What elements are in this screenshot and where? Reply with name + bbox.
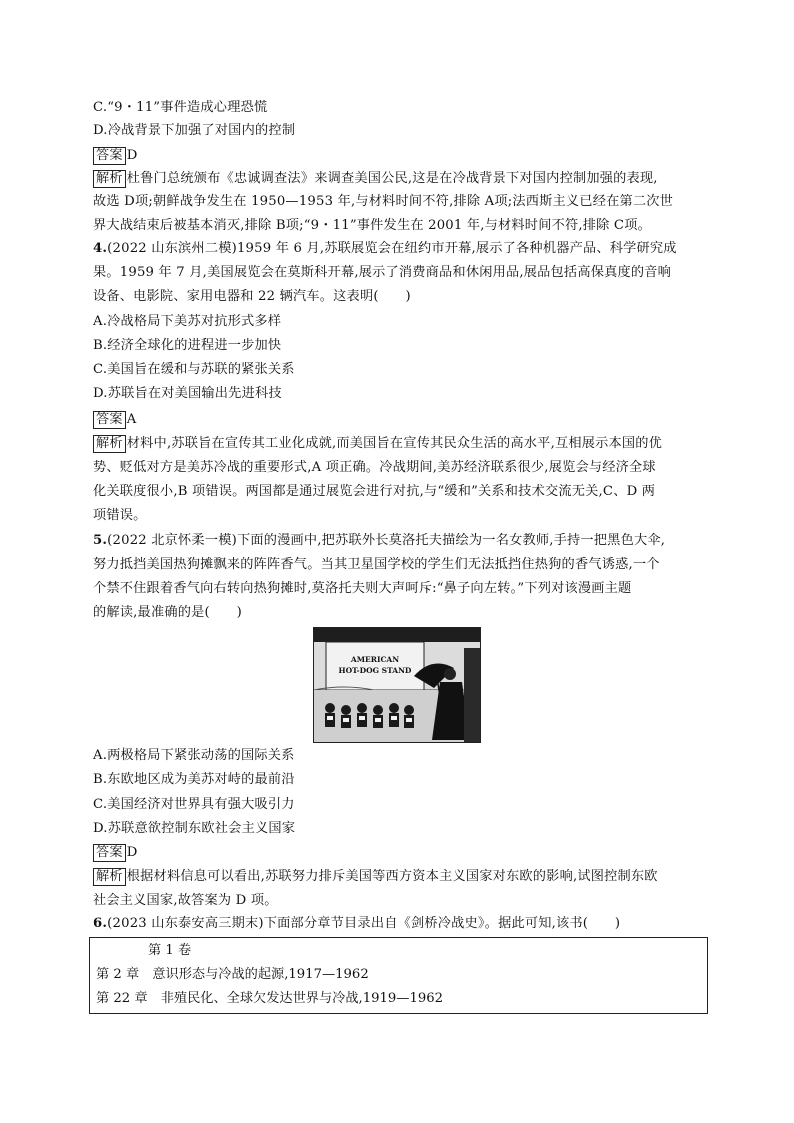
answer-label: 答案 — [93, 411, 126, 429]
q3-answer — [93, 146, 138, 166]
table-of-contents — [89, 937, 708, 1014]
question-number: 5. — [93, 533, 108, 548]
stem-text: (2022 山东滨州二模)1959 年 6 月,苏联展览会在纽约市开幕,展示了各种机器产品、科学研究成 — [107, 241, 677, 256]
analysis-label: 解析 — [93, 170, 126, 188]
analysis-text: 根据材料信息可以看出,苏联努力排斥美国等西方资本主义国家对东欧的影响,试图控制东欧 — [126, 869, 658, 884]
stem-text: (2023 山东泰安高三期末)下面部分章节目录出自《剑桥冷战史》。据此可知,该书( ) — [107, 916, 621, 931]
q5-analysis-line-2: 社会主义国家,故答案为 D 项。 — [93, 893, 278, 908]
q3-analysis-line-2: 故选 D项;朝鲜战争发生在 1950—1953 年,与材料时间不符,排除 A项;法西斯主义已经在第二次世 — [93, 194, 674, 209]
q5-option-d: D.苏联意欲控制东欧社会主义国家 — [93, 821, 296, 836]
q4-option-d: D.苏联旨在对美国输出先进科技 — [93, 386, 282, 401]
question-number: 4. — [93, 241, 108, 256]
q4-analysis-line-4: 项错误。 — [93, 508, 147, 523]
q5-answer — [93, 843, 138, 863]
q5-stem-line-1 — [93, 531, 665, 551]
answer-label: 答案 — [93, 844, 126, 862]
q4-option-b: B.经济全球化的进程进一步加快 — [93, 338, 282, 353]
q4-analysis-line-1 — [93, 434, 662, 454]
analysis-label: 解析 — [93, 435, 126, 453]
toc-chapter-22: 第 22 章 非殖民化、全球欠发达世界与冷战,1919—1962 — [96, 991, 444, 1006]
cartoon-sign-line-1: AMERICAN — [350, 655, 400, 664]
q3-analysis-line-3: 界大战结束后被基本消灭,排除 B项;“9・11”事件发生在 2001 年,与材料时间不符,排除 C项。 — [93, 218, 651, 233]
toc-chapter-2: 第 2 章 意识形态与冷战的起源,1917—1962 — [96, 967, 369, 982]
stem-text: (2022 北京怀柔一模)下面的漫画中,把苏联外长莫洛托夫描绘为一名女教师,手持一把黑色大伞, — [107, 533, 666, 548]
cartoon-image — [313, 627, 481, 743]
q4-answer — [93, 410, 137, 430]
answer-value: D — [126, 148, 138, 163]
answer-value: D — [126, 845, 138, 860]
q4-option-c: C.美国旨在缓和与苏联的紧张关系 — [93, 362, 295, 377]
analysis-text: 杜鲁门总统颁布《忠诚调查法》来调查美国公民,这是在冷战背景下对国内控制加强的表现, — [126, 171, 658, 186]
answer-value: A — [126, 412, 137, 427]
q4-analysis-line-2: 势、贬低对方是美苏冷战的重要形式,A 项正确。冷战期间,美苏经济联系很少,展览会与经济全球 — [93, 460, 656, 475]
analysis-label: 解析 — [93, 868, 126, 886]
toc-volume: 第 1 卷 — [148, 943, 192, 958]
q4-stem-line-2: 果。1959 年 7 月,美国展览会在莫斯科开幕,展示了消费商品和休闲用品,展品包括高保真度的音响 — [93, 265, 672, 280]
q3-option-c: C.“9・11”事件造成心理恐慌 — [93, 100, 268, 115]
cartoon-illustration — [314, 628, 480, 742]
q6-stem-line-1 — [93, 914, 620, 934]
q5-option-c: C.美国经济对世界具有强大吸引力 — [93, 797, 295, 812]
q4-stem-line-3: 设备、电影院、家用电器和 22 辆汽车。这表明( ) — [93, 289, 411, 304]
cartoon-sign-line-2: HOT-DOG STAND — [338, 666, 412, 675]
q5-option-b: B.东欧地区成为美苏对峙的最前沿 — [93, 772, 295, 787]
q5-stem-line-4: 的解读,最准确的是( ) — [93, 605, 242, 620]
q4-analysis-line-3: 化关联度很小,B 项错误。两国都是通过展览会进行对抗,与“缓和”关系和技术交流无关,C、D 两 — [93, 484, 656, 499]
question-number: 6. — [93, 916, 108, 931]
q5-option-a: A.两极格局下紧张动荡的国际关系 — [93, 748, 295, 763]
q5-stem-line-3: 个禁不住跟着香气向右转向热狗摊时,莫洛托夫则大声呵斥:“鼻子向左转。”下列对该漫画主题 — [93, 581, 632, 596]
q4-stem-line-1 — [93, 239, 677, 259]
q4-option-a: A.冷战格局下美苏对抗形式多样 — [93, 314, 282, 329]
analysis-text: 材料中,苏联旨在宣传其工业化成就,而美国旨在宣传其民众生活的高水平,互相展示本国的优 — [126, 436, 663, 451]
q3-analysis-line-1 — [93, 169, 658, 189]
q5-stem-line-2: 努力抵挡美国热狗摊飘来的阵阵香气。当其卫星国学校的学生们无法抵挡住热狗的香气诱惑,一个 — [93, 557, 660, 572]
q3-option-d: D.冷战背景下加强了对国内的控制 — [93, 123, 296, 138]
answer-label: 答案 — [93, 147, 126, 165]
q5-analysis-line-1 — [93, 867, 658, 887]
